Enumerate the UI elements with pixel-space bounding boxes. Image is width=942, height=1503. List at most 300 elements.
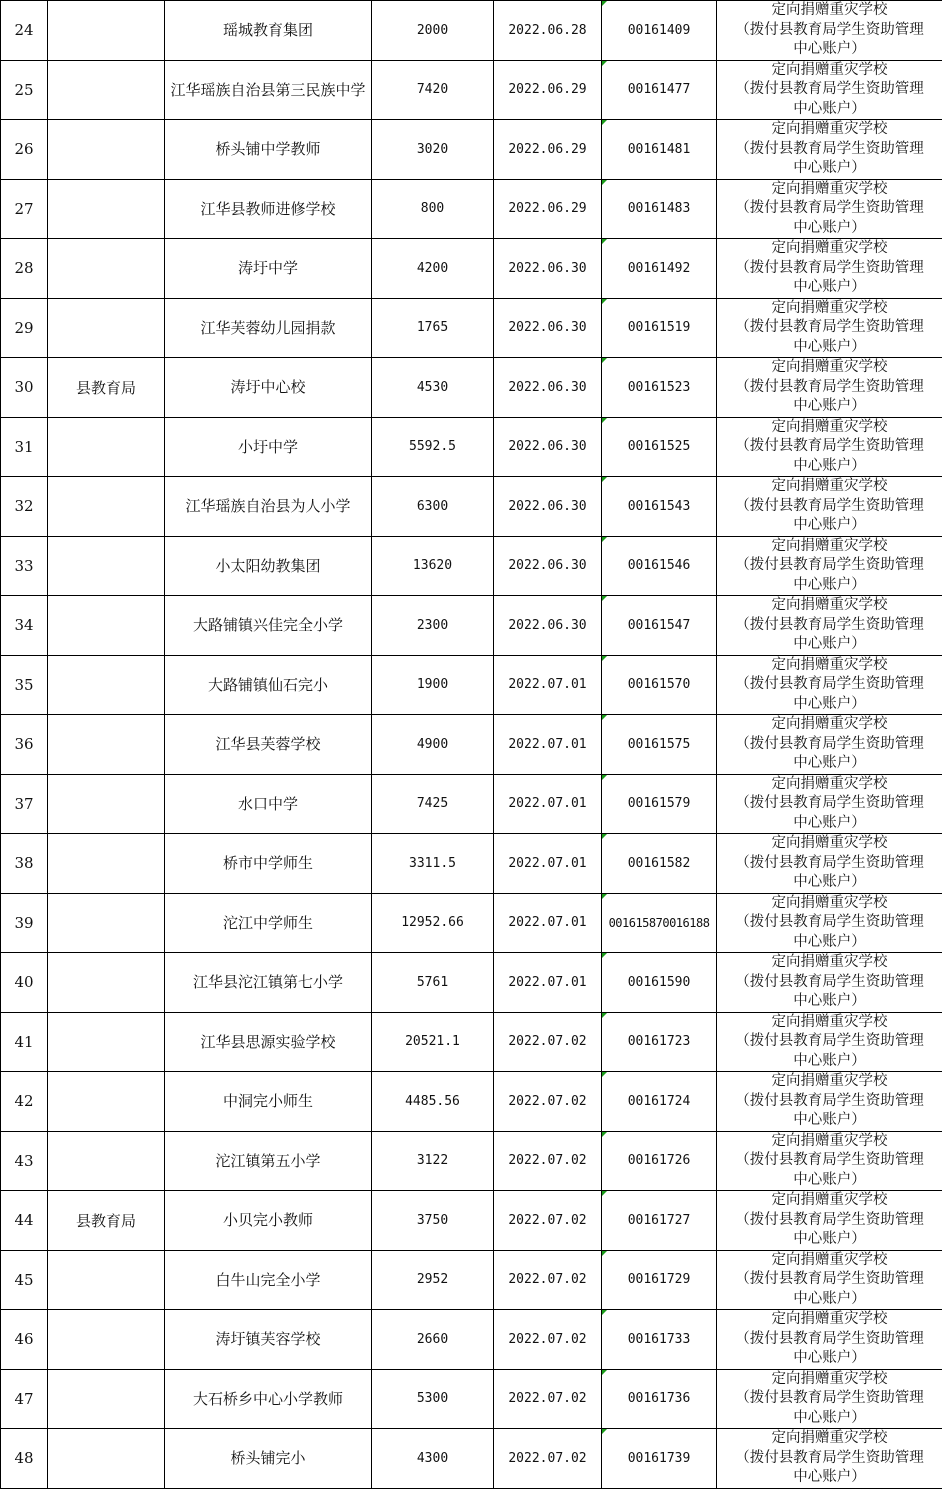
purpose-line1: 定向捐赠重灾学校 <box>771 1192 888 1208</box>
purpose-line3: 中心账户） <box>793 1112 866 1128</box>
donor-name-cell: 水口中学 <box>165 774 372 834</box>
unit-cell <box>48 179 165 239</box>
voucher-cell <box>602 1310 717 1370</box>
purpose-cell <box>717 655 942 715</box>
voucher-cell <box>602 417 717 477</box>
cell-marker-icon <box>602 1251 607 1256</box>
voucher-number: 00161724 <box>627 1093 691 1109</box>
purpose-line1: 定向捐赠重灾学校 <box>771 61 888 78</box>
voucher-cell <box>602 596 717 656</box>
unit-cell <box>48 477 165 537</box>
cell-marker-icon <box>602 180 607 185</box>
purpose-cell <box>717 179 942 239</box>
table-row <box>1 1191 942 1251</box>
unit-cell <box>48 60 165 120</box>
voucher-cell <box>602 179 717 239</box>
donor-name-cell: 江华县沱江镇第七小学 <box>165 953 372 1013</box>
row-number-cell: 28 <box>1 239 48 299</box>
purpose-line2: （拨付县教育局学生资助管理 <box>735 1152 924 1168</box>
purpose-line2: （拨付县教育局学生资助管理 <box>735 735 924 752</box>
purpose-cell <box>717 1131 942 1191</box>
donor-name-cell: 大路铺镇兴佳完全小学 <box>165 596 372 656</box>
amount-cell: 5592.5 <box>372 417 494 477</box>
row-number-cell: 47 <box>1 1369 48 1429</box>
table-row <box>1 358 942 418</box>
date-cell: 2022.07.02 <box>494 1369 602 1429</box>
amount-cell: 2300 <box>372 596 494 656</box>
row-number-cell: 44 <box>1 1191 48 1251</box>
purpose-cell <box>717 1191 942 1251</box>
date-cell: 2022.07.01 <box>494 655 602 715</box>
row-number-cell: 37 <box>1 774 48 834</box>
voucher-number: 00161525 <box>627 439 691 455</box>
date-cell: 2022.07.01 <box>494 715 602 775</box>
donor-name-cell: 小圩中学 <box>165 417 372 477</box>
date-cell: 2022.06.30 <box>494 536 602 596</box>
cell-marker-icon <box>602 834 607 839</box>
table-row <box>1 953 942 1013</box>
table-row <box>1 120 942 180</box>
purpose-line3: 中心账户） <box>793 695 866 712</box>
purpose-cell <box>717 893 942 953</box>
voucher-cell <box>602 1369 717 1429</box>
date-cell: 2022.06.29 <box>494 120 602 180</box>
row-number-cell: 34 <box>1 596 48 656</box>
table-row <box>1 834 942 894</box>
cell-marker-icon <box>602 537 607 542</box>
table-row <box>1 1012 942 1072</box>
amount-cell: 4300 <box>372 1429 494 1489</box>
donor-name-cell: 瑶城教育集团 <box>165 1 372 61</box>
amount-cell: 20521.1 <box>372 1012 494 1072</box>
voucher-number: 00161492 <box>627 260 691 276</box>
purpose-line2: （拨付县教育局学生资助管理 <box>735 1092 924 1109</box>
donor-name-cell: 沱江中学师生 <box>165 893 372 953</box>
purpose-line3: 中心账户） <box>793 1409 866 1426</box>
donor-name-cell: 沱江镇第五小学 <box>165 1131 372 1191</box>
purpose-line3: 中心账户） <box>793 933 866 950</box>
date-cell: 2022.06.30 <box>494 477 602 537</box>
unit-cell <box>48 715 165 775</box>
voucher-number: 00161570 <box>627 677 691 693</box>
amount-cell: 3122 <box>372 1131 494 1191</box>
date-cell: 2022.06.29 <box>494 179 602 239</box>
donor-name-cell: 江华县思源实验学校 <box>165 1012 372 1072</box>
donor-name-cell: 大路铺镇仙石完小 <box>165 655 372 715</box>
purpose-line1: 定向捐赠重灾学校 <box>771 537 888 554</box>
purpose-line3: 中心账户） <box>793 993 866 1009</box>
purpose-line2: （拨付县教育局学生资助管理 <box>735 557 924 573</box>
purpose-line3: 中心账户） <box>793 1171 866 1188</box>
amount-cell: 2952 <box>372 1250 494 1310</box>
purpose-line1: 定向捐赠重灾学校 <box>771 597 888 613</box>
purpose-cell <box>717 477 942 537</box>
unit-cell <box>48 239 165 299</box>
date-cell: 2022.07.02 <box>494 1012 602 1072</box>
purpose-line1: 定向捐赠重灾学校 <box>771 1251 888 1268</box>
voucher-number: 00161729 <box>627 1272 691 1288</box>
row-number-cell: 42 <box>1 1072 48 1132</box>
purpose-line1: 定向捐赠重灾学校 <box>771 1013 888 1030</box>
purpose-line3: 中心账户） <box>793 1350 866 1366</box>
unit-cell <box>48 953 165 1013</box>
row-number-cell: 29 <box>1 298 48 358</box>
purpose-line2: （拨付县教育局学生资助管理 <box>735 676 924 692</box>
date-cell: 2022.07.02 <box>494 1250 602 1310</box>
voucher-number: 00161409 <box>627 22 691 38</box>
purpose-line2: （拨付县教育局学生资助管理 <box>735 1449 924 1466</box>
unit-cell <box>48 1131 165 1191</box>
date-cell: 2022.06.30 <box>494 417 602 477</box>
row-number-cell: 30 <box>1 358 48 418</box>
amount-cell: 1900 <box>372 655 494 715</box>
voucher-cell <box>602 60 717 120</box>
voucher-number: 00161726 <box>627 1153 691 1169</box>
purpose-line3: 中心账户） <box>793 160 866 176</box>
voucher-number: 00161736 <box>627 1391 691 1407</box>
date-cell: 2022.07.02 <box>494 1131 602 1191</box>
purpose-cell <box>717 120 942 180</box>
purpose-line1: 定向捐赠重灾学校 <box>771 835 888 851</box>
purpose-cell <box>717 239 942 299</box>
purpose-line2: （拨付县教育局学生资助管理 <box>735 438 924 454</box>
purpose-cell <box>717 358 942 418</box>
unit-cell <box>48 1012 165 1072</box>
unit-cell <box>48 1072 165 1132</box>
cell-marker-icon <box>602 1310 607 1315</box>
donor-name-cell: 江华瑶族自治县为人小学 <box>165 477 372 537</box>
table-row <box>1 179 942 239</box>
table-row <box>1 60 942 120</box>
unit-cell <box>48 596 165 656</box>
purpose-line2: （拨付县教育局学生资助管理 <box>735 795 924 811</box>
unit-cell <box>48 1369 165 1429</box>
unit-cell <box>48 536 165 596</box>
donor-name-cell: 江华瑶族自治县第三民族中学 <box>165 60 372 120</box>
unit-cell <box>48 298 165 358</box>
row-number-cell: 27 <box>1 179 48 239</box>
purpose-line3: 中心账户） <box>793 100 866 117</box>
table-row <box>1 893 942 953</box>
cell-marker-icon <box>602 1132 607 1137</box>
voucher-cell <box>602 1131 717 1191</box>
voucher-cell <box>602 774 717 834</box>
voucher-number: 00161523 <box>627 379 691 395</box>
amount-cell: 4485.56 <box>372 1072 494 1132</box>
row-number-cell: 46 <box>1 1310 48 1370</box>
donor-name-cell: 大石桥乡中心小学教师 <box>165 1369 372 1429</box>
cell-marker-icon <box>602 477 607 482</box>
unit-cell <box>48 655 165 715</box>
cell-marker-icon <box>602 953 607 958</box>
table-row <box>1 239 942 299</box>
date-cell: 2022.07.01 <box>494 953 602 1013</box>
purpose-line3: 中心账户） <box>793 41 866 57</box>
voucher-number: 00161477 <box>627 82 691 98</box>
purpose-line1: 定向捐赠重灾学校 <box>771 359 888 375</box>
voucher-number: 00161739 <box>627 1450 691 1466</box>
unit-cell <box>48 120 165 180</box>
purpose-cell <box>717 417 942 477</box>
purpose-line1: 定向捐赠重灾学校 <box>771 1370 888 1387</box>
unit-cell <box>48 893 165 953</box>
row-number-cell: 24 <box>1 1 48 61</box>
purpose-line1: 定向捐赠重灾学校 <box>771 1132 888 1149</box>
donor-name-cell: 涛圩镇芙容学校 <box>165 1310 372 1370</box>
purpose-line1: 定向捐赠重灾学校 <box>771 418 888 435</box>
row-number-cell: 40 <box>1 953 48 1013</box>
date-cell: 2022.07.02 <box>494 1429 602 1489</box>
voucher-cell <box>602 715 717 775</box>
donor-name-cell: 小贝完小教师 <box>165 1191 372 1251</box>
donor-name-cell: 江华芙蓉幼儿园捐款 <box>165 298 372 358</box>
donor-name-cell: 中洞完小师生 <box>165 1072 372 1132</box>
table-row <box>1 1 942 61</box>
voucher-number: 00161547 <box>627 617 691 633</box>
amount-cell: 13620 <box>372 536 494 596</box>
purpose-cell <box>717 774 942 834</box>
purpose-line3: 中心账户） <box>793 755 866 771</box>
cell-marker-icon <box>602 299 607 304</box>
voucher-number: 00161519 <box>627 320 691 336</box>
row-number-cell: 33 <box>1 536 48 596</box>
amount-cell: 7420 <box>372 60 494 120</box>
purpose-line2: （拨付县教育局学生资助管理 <box>735 1330 924 1347</box>
voucher-cell <box>602 1012 717 1072</box>
purpose-line1: 定向捐赠重灾学校 <box>771 1073 888 1089</box>
purpose-cell <box>717 1012 942 1072</box>
purpose-line3: 中心账户） <box>793 874 866 890</box>
date-cell: 2022.06.28 <box>494 1 602 61</box>
voucher-cell <box>602 1 717 61</box>
table-row <box>1 1131 942 1191</box>
purpose-line3: 中心账户） <box>793 219 866 236</box>
voucher-cell <box>602 1191 717 1251</box>
unit-cell: 县教育局 <box>48 358 165 418</box>
voucher-number: 00161575 <box>627 736 691 752</box>
purpose-line2: （拨付县教育局学生资助管理 <box>735 973 924 990</box>
voucher-cell <box>602 953 717 1013</box>
purpose-cell <box>717 834 942 894</box>
purpose-line3: 中心账户） <box>793 1052 866 1069</box>
amount-cell: 3020 <box>372 120 494 180</box>
purpose-line2: （拨付县教育局学生资助管理 <box>735 1211 924 1228</box>
table-row <box>1 417 942 477</box>
purpose-line1: 定向捐赠重灾学校 <box>771 240 888 256</box>
donor-name-cell: 小太阳幼教集团 <box>165 536 372 596</box>
purpose-line2: （拨付县教育局学生资助管理 <box>735 21 924 38</box>
purpose-line1: 定向捐赠重灾学校 <box>771 656 888 673</box>
amount-cell: 7425 <box>372 774 494 834</box>
voucher-cell <box>602 893 717 953</box>
voucher-cell <box>602 477 717 537</box>
voucher-cell <box>602 358 717 418</box>
cell-marker-icon <box>602 775 607 780</box>
cell-marker-icon <box>602 596 607 601</box>
date-cell: 2022.07.01 <box>494 834 602 894</box>
purpose-cell <box>717 596 942 656</box>
purpose-cell <box>717 1429 942 1489</box>
voucher-cell <box>602 239 717 299</box>
cell-marker-icon <box>602 418 607 423</box>
unit-cell <box>48 1310 165 1370</box>
table-row <box>1 774 942 834</box>
cell-marker-icon <box>602 239 607 244</box>
voucher-number: 00161579 <box>627 796 691 812</box>
voucher-number: 00161590 <box>627 974 691 990</box>
donor-name-cell: 江华县芙蓉学校 <box>165 715 372 775</box>
amount-cell: 5300 <box>372 1369 494 1429</box>
unit-cell <box>48 774 165 834</box>
donor-name-cell: 涛圩中心校 <box>165 358 372 418</box>
purpose-line2: （拨付县教育局学生资助管理 <box>735 378 924 395</box>
unit-cell <box>48 1 165 61</box>
purpose-line1: 定向捐赠重灾学校 <box>771 478 888 494</box>
amount-cell: 4200 <box>372 239 494 299</box>
purpose-line3: 中心账户） <box>793 576 866 593</box>
purpose-line3: 中心账户） <box>793 1231 866 1247</box>
date-cell: 2022.06.30 <box>494 298 602 358</box>
purpose-cell <box>717 715 942 775</box>
purpose-line2: （拨付县教育局学生资助管理 <box>735 616 924 633</box>
purpose-line2: （拨付县教育局学生资助管理 <box>735 854 924 871</box>
date-cell: 2022.06.30 <box>494 239 602 299</box>
cell-marker-icon <box>602 1072 607 1077</box>
purpose-cell <box>717 536 942 596</box>
date-cell: 2022.06.29 <box>494 60 602 120</box>
row-number-cell: 32 <box>1 477 48 537</box>
purpose-line1: 定向捐赠重灾学校 <box>771 775 888 792</box>
purpose-line3: 中心账户） <box>793 814 866 831</box>
cell-marker-icon <box>602 1429 607 1434</box>
voucher-number: 00161481 <box>627 141 691 157</box>
unit-cell <box>48 1429 165 1489</box>
purpose-line3: 中心账户） <box>793 517 866 533</box>
date-cell: 2022.07.01 <box>494 774 602 834</box>
purpose-line3: 中心账户） <box>793 457 866 474</box>
purpose-line3: 中心账户） <box>793 279 866 295</box>
amount-cell: 3311.5 <box>372 834 494 894</box>
purpose-line2: （拨付县教育局学生资助管理 <box>735 914 924 930</box>
voucher-number: 00161582 <box>627 855 691 871</box>
amount-cell: 1765 <box>372 298 494 358</box>
table-row <box>1 1369 942 1429</box>
row-number-cell: 36 <box>1 715 48 775</box>
purpose-cell <box>717 1250 942 1310</box>
date-cell: 2022.07.02 <box>494 1191 602 1251</box>
voucher-number: 00161543 <box>627 498 691 514</box>
voucher-cell <box>602 298 717 358</box>
table-row <box>1 1310 942 1370</box>
table-row <box>1 715 942 775</box>
date-cell: 2022.07.01 <box>494 893 602 953</box>
donor-name-cell: 桥头铺完小 <box>165 1429 372 1489</box>
row-number-cell: 25 <box>1 60 48 120</box>
cell-marker-icon <box>602 656 607 661</box>
donor-name-cell: 江华县教师进修学校 <box>165 179 372 239</box>
purpose-line3: 中心账户） <box>793 1469 866 1485</box>
cell-marker-icon <box>602 715 607 720</box>
donor-name-cell: 涛圩中学 <box>165 239 372 299</box>
purpose-line2: （拨付县教育局学生资助管理 <box>735 259 924 276</box>
voucher-number: 001615870016188 <box>608 915 710 930</box>
donor-name-cell: 桥头铺中学教师 <box>165 120 372 180</box>
purpose-line1: 定向捐赠重灾学校 <box>771 954 888 970</box>
amount-cell: 800 <box>372 179 494 239</box>
purpose-line1: 定向捐赠重灾学校 <box>771 299 888 316</box>
purpose-line1: 定向捐赠重灾学校 <box>771 894 888 911</box>
amount-cell: 3750 <box>372 1191 494 1251</box>
row-number-cell: 48 <box>1 1429 48 1489</box>
purpose-line2: （拨付县教育局学生资助管理 <box>735 1033 924 1049</box>
table-row <box>1 477 942 537</box>
row-number-cell: 38 <box>1 834 48 894</box>
purpose-cell <box>717 1310 942 1370</box>
purpose-cell <box>717 1369 942 1429</box>
donor-name-cell: 桥市中学师生 <box>165 834 372 894</box>
purpose-line1: 定向捐赠重灾学校 <box>771 2 888 18</box>
voucher-number: 00161546 <box>627 558 691 574</box>
purpose-line3: 中心账户） <box>793 398 866 414</box>
amount-cell: 5761 <box>372 953 494 1013</box>
voucher-cell <box>602 536 717 596</box>
purpose-line2: （拨付县教育局学生资助管理 <box>735 319 924 335</box>
purpose-line1: 定向捐赠重灾学校 <box>771 180 888 197</box>
purpose-cell <box>717 953 942 1013</box>
purpose-line1: 定向捐赠重灾学校 <box>771 1311 888 1327</box>
voucher-number: 00161727 <box>627 1212 691 1228</box>
cell-marker-icon <box>602 358 607 363</box>
purpose-line2: （拨付县教育局学生资助管理 <box>735 81 924 97</box>
row-number-cell: 39 <box>1 893 48 953</box>
table-row <box>1 1072 942 1132</box>
purpose-line1: 定向捐赠重灾学校 <box>771 121 888 137</box>
voucher-cell <box>602 1429 717 1489</box>
table-body <box>1 1 942 1489</box>
cell-marker-icon <box>602 1370 607 1375</box>
purpose-cell <box>717 298 942 358</box>
unit-cell <box>48 417 165 477</box>
row-number-cell: 43 <box>1 1131 48 1191</box>
amount-cell: 4530 <box>372 358 494 418</box>
row-number-cell: 45 <box>1 1250 48 1310</box>
cell-marker-icon <box>602 1013 607 1018</box>
cell-marker-icon <box>602 894 607 899</box>
purpose-line3: 中心账户） <box>793 636 866 652</box>
purpose-line3: 中心账户） <box>793 338 866 355</box>
purpose-cell <box>717 60 942 120</box>
voucher-cell <box>602 120 717 180</box>
amount-cell: 2660 <box>372 1310 494 1370</box>
table-row <box>1 1429 942 1489</box>
cell-marker-icon <box>602 1 607 6</box>
date-cell: 2022.06.30 <box>494 358 602 418</box>
date-cell: 2022.06.30 <box>494 596 602 656</box>
amount-cell: 12952.66 <box>372 893 494 953</box>
voucher-number: 00161483 <box>627 201 691 217</box>
date-cell: 2022.07.02 <box>494 1310 602 1370</box>
unit-cell <box>48 834 165 894</box>
donor-name-cell: 白牛山完全小学 <box>165 1250 372 1310</box>
row-number-cell: 26 <box>1 120 48 180</box>
table-row <box>1 536 942 596</box>
purpose-line2: （拨付县教育局学生资助管理 <box>735 1390 924 1406</box>
amount-cell: 6300 <box>372 477 494 537</box>
table-row <box>1 298 942 358</box>
voucher-cell <box>602 1250 717 1310</box>
date-cell: 2022.07.02 <box>494 1072 602 1132</box>
unit-cell: 县教育局 <box>48 1191 165 1251</box>
